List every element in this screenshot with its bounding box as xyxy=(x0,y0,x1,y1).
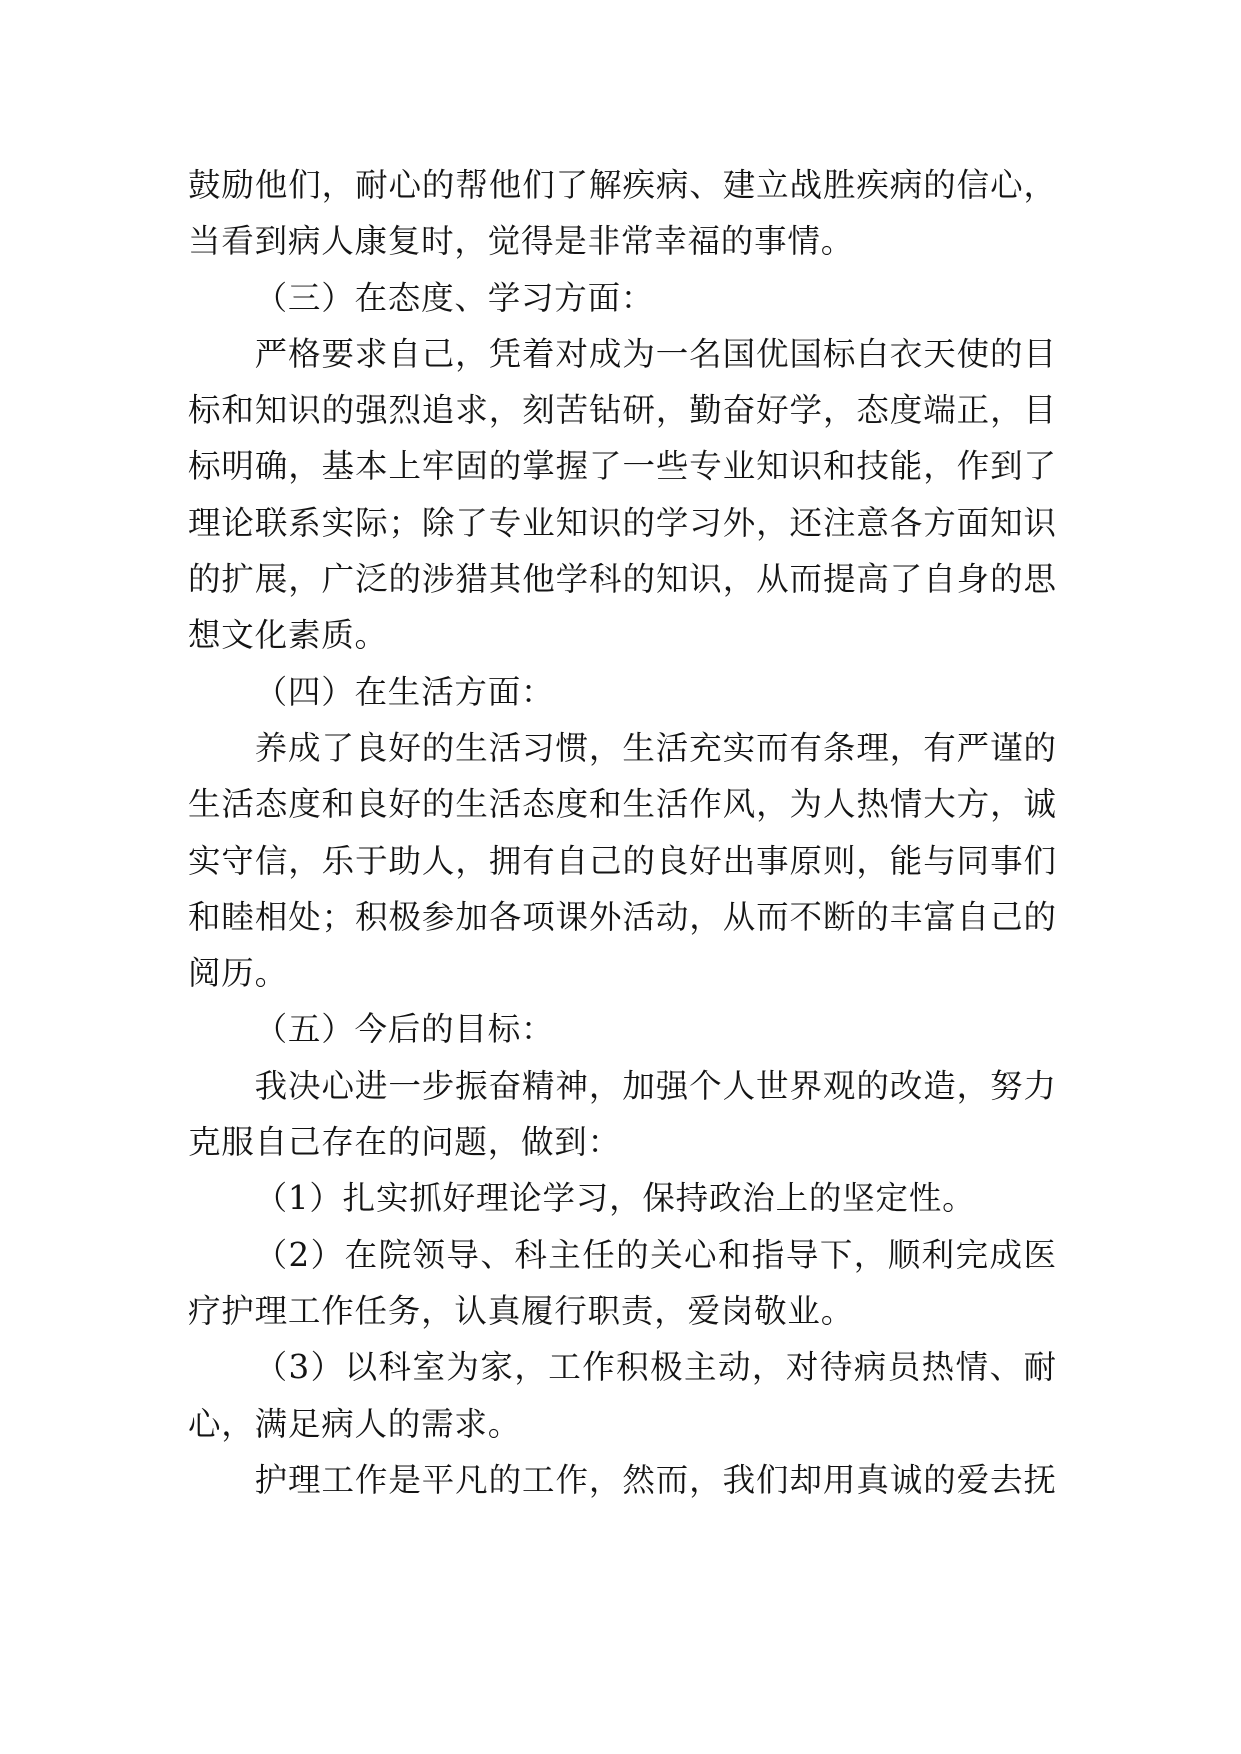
paragraph xyxy=(188,157,1056,270)
text-line: （五）今后的目标： xyxy=(254,1010,555,1049)
text-line: 心，满足病人的需求。 xyxy=(188,1404,522,1443)
text-line: 克服自己存在的问题，做到： xyxy=(188,1123,621,1162)
text-line: 护理工作是平凡的工作，然而，我们却用真诚的爱去抚 xyxy=(254,1460,1056,1499)
section-heading xyxy=(188,664,1056,720)
text-line: 严格要求自己，凭着对成为一名国优国标白衣天使的目 xyxy=(254,334,1056,373)
text-line: 想文化素质。 xyxy=(188,616,388,655)
paragraph xyxy=(188,326,1056,664)
paragraph xyxy=(188,720,1056,1001)
text-line: 标明确，基本上牢固的掌握了一些专业知识和技能，作到了 xyxy=(188,447,1056,486)
text-line: 当看到病人康复时，觉得是非常幸福的事情。 xyxy=(188,222,855,261)
text-line: 生活态度和良好的生活态度和生活作风，为人热情大方，诚 xyxy=(188,785,1056,824)
text-line: 疗护理工作任务，认真履行职责，爱岗敬业。 xyxy=(188,1291,855,1330)
text-line: 养成了良好的生活习惯，生活充实而有条理，有严谨的 xyxy=(254,728,1056,767)
text-line: （2）在院领导、科主任的关心和指导下，顺利完成医 xyxy=(254,1235,1056,1274)
paragraph xyxy=(188,1058,1056,1171)
text-line: （三）在态度、学习方面： xyxy=(254,278,655,317)
list-item xyxy=(188,1227,1056,1340)
text-line: （1）扎实抓好理论学习，保持政治上的坚定性。 xyxy=(254,1179,976,1218)
text-line: （四）在生活方面： xyxy=(254,672,555,711)
text-line: 理论联系实际；除了专业知识的学习外，还注意各方面知识 xyxy=(188,503,1056,542)
text-line: 的扩展，广泛的涉猎其他学科的知识，从而提高了自身的思 xyxy=(188,560,1056,599)
list-item xyxy=(188,1170,1056,1226)
section-heading xyxy=(188,270,1056,326)
text-line: 阅历。 xyxy=(188,954,288,993)
text-line: 和睦相处；积极参加各项课外活动，从而不断的丰富自己的 xyxy=(188,897,1056,936)
paragraph xyxy=(188,1452,1056,1508)
text-line: 鼓励他们，耐心的帮他们了解疾病、建立战胜疾病的信心， xyxy=(188,166,1056,204)
text-line: 标和知识的强烈追求，刻苦钻研，勤奋好学，态度端正，目 xyxy=(188,391,1056,430)
list-item xyxy=(188,1339,1056,1452)
text-line: 我决心进一步振奋精神，加强个人世界观的改造，努力 xyxy=(254,1066,1056,1105)
text-line: 实守信，乐于助人，拥有自己的良好出事原则，能与同事们 xyxy=(188,841,1056,880)
document-body xyxy=(188,157,1056,1508)
section-heading xyxy=(188,1001,1056,1057)
text-line: （3）以科室为家，工作积极主动，对待病员热情、耐 xyxy=(254,1348,1056,1387)
